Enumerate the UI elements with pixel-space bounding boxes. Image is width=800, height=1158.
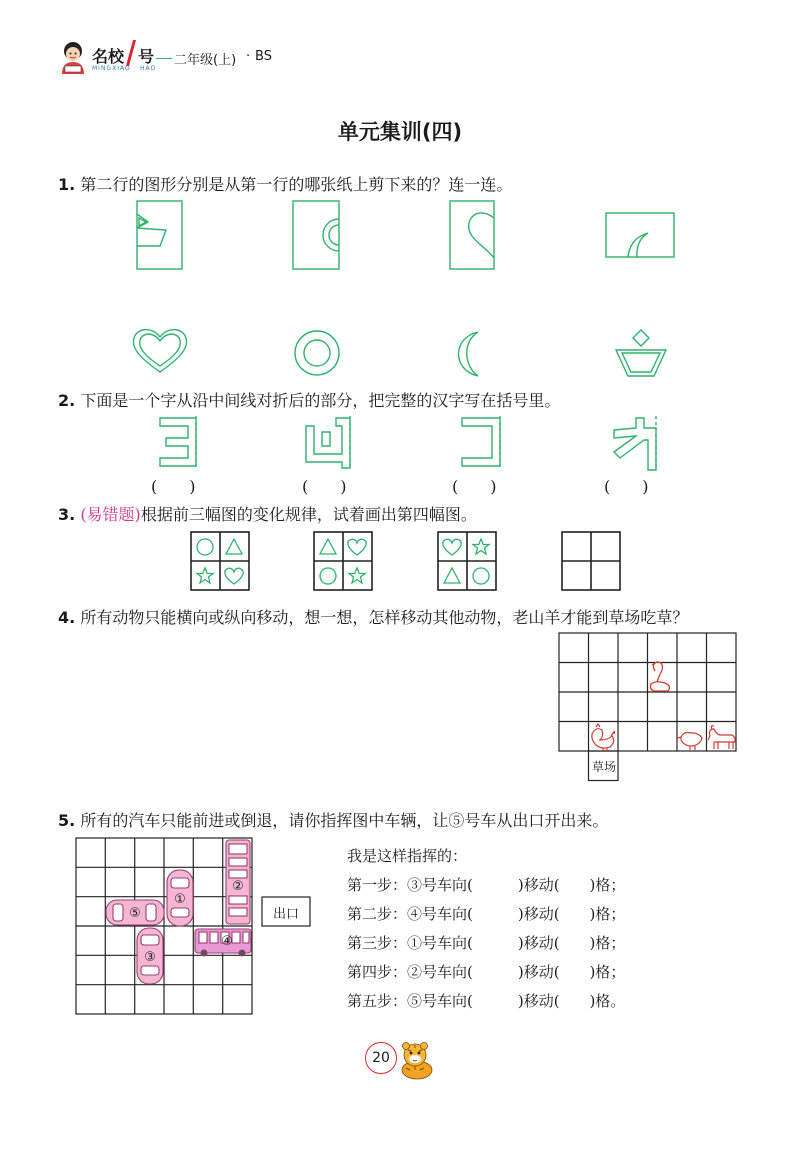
header-dot: · xyxy=(246,49,251,64)
question-text: 根据前三幅图的变化规律，试着画出第四幅图。 xyxy=(140,505,477,524)
step-2[interactable]: 第二步：④号车向( )移动( )格； xyxy=(347,905,626,923)
page-number: 20 xyxy=(372,1050,390,1066)
error-prone-tag: (易错题) xyxy=(80,505,141,524)
exit-label: 出口 xyxy=(272,907,299,922)
question-number: 1. xyxy=(58,175,76,194)
tiger-mascot-icon xyxy=(398,1040,436,1080)
question-text: 下面是一个字从沿中间线对折后的部分，把完整的汉字写在括号里。 xyxy=(80,391,561,410)
command-intro: 我是这样指挥的： xyxy=(347,847,468,865)
brand-name: 名校 xyxy=(92,47,125,66)
step-4[interactable]: 第四步：②号车向( )移动( )格； xyxy=(347,963,626,981)
car-5-label: ⑤ xyxy=(129,906,141,921)
edition-label: BS xyxy=(255,49,272,64)
question-number: 5. xyxy=(58,811,76,830)
question-text: 所有动物只能横向或纵向移动，想一想，怎样移动其他动物，老山羊才能到草场吃草？ xyxy=(80,608,689,627)
brand-pinyin-2: HAO xyxy=(140,65,157,72)
page-number-badge xyxy=(365,1042,397,1074)
step-1[interactable]: 第一步：③号车向( )移动( )格； xyxy=(347,876,626,894)
car-4-label: ④ xyxy=(221,934,233,949)
grass-label: 草场 xyxy=(591,760,616,774)
brand-name-2: 号 xyxy=(138,47,155,66)
question-text: 所有的汽车只能前进或倒退，请你指挥图中车辆，让⑤号车从出口开出来。 xyxy=(80,811,609,830)
step-5[interactable]: 第五步：⑤号车向( )移动( )格。 xyxy=(347,992,626,1010)
grade-label: 二年级(上) xyxy=(174,53,237,68)
answer-paren-4[interactable]: ( ) xyxy=(604,477,649,496)
answer-paren-2[interactable]: ( ) xyxy=(302,477,347,496)
car-1-label: ① xyxy=(174,892,186,907)
question-text: 第二行的图形分别是从第一行的哪张纸上剪下来的？连一连。 xyxy=(80,175,513,194)
car-3-label: ③ xyxy=(144,950,156,965)
step-3[interactable]: 第三步：①号车向( )移动( )格； xyxy=(347,934,626,952)
question-number: 2. xyxy=(58,391,76,410)
page-title: 单元集训(四) xyxy=(337,120,463,144)
car-2-label: ② xyxy=(232,879,244,894)
question-number: 3. xyxy=(58,505,76,524)
question-number: 4. xyxy=(58,608,76,627)
answer-paren-3[interactable]: ( ) xyxy=(452,477,497,496)
brand-pinyin: MINGXIAO xyxy=(92,65,131,72)
answer-paren-1[interactable]: ( ) xyxy=(151,477,196,496)
